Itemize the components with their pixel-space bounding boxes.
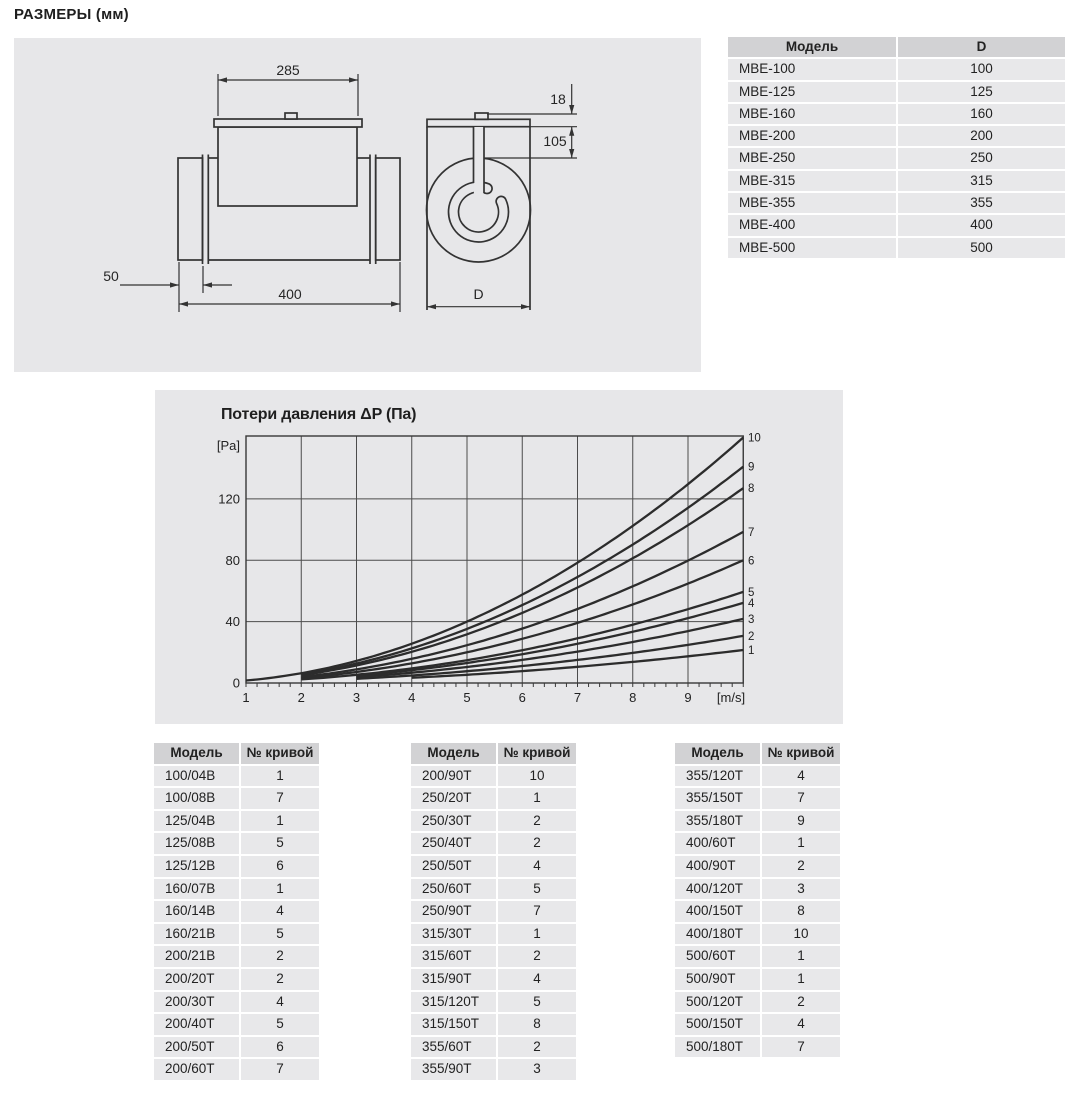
table-cell: 100/08B (154, 788, 239, 809)
table-row (675, 1014, 840, 1035)
table-cell: 160 (898, 104, 1065, 124)
table-cell: 4 (498, 856, 576, 877)
table-header-row (154, 743, 319, 764)
pressure-loss-chart (155, 390, 843, 724)
table-cell: 315/150T (411, 1014, 496, 1035)
table-row (411, 856, 576, 877)
dim-box-depth: 105 (543, 133, 567, 149)
table-cell: 7 (241, 1059, 319, 1080)
table-row (411, 1037, 576, 1058)
table-cell: 125 (898, 82, 1065, 102)
table-cell: 355/180T (675, 811, 760, 832)
table-cell: 2 (498, 833, 576, 854)
table-cell: 160/21B (154, 924, 239, 945)
x-tick-label: 5 (463, 690, 471, 705)
table-cell: 6 (241, 856, 319, 877)
column-header: № кривой (498, 743, 576, 764)
table-cell: 2 (498, 946, 576, 967)
table-cell: MBE-355 (728, 193, 896, 213)
table-row (675, 924, 840, 945)
table-row (154, 788, 319, 809)
side-view (103, 62, 400, 312)
table-row (728, 104, 1065, 124)
table-cell: 315/60T (411, 946, 496, 967)
technical-drawing (14, 38, 701, 372)
table-header-row (411, 743, 576, 764)
table-cell: 7 (241, 788, 319, 809)
y-tick-label: 120 (218, 491, 240, 507)
table-cell: 400/150T (675, 901, 760, 922)
table-header-row (675, 743, 840, 764)
table-cell: 2 (241, 969, 319, 990)
table-cell: 10 (762, 924, 840, 945)
table-cell: 160/14B (154, 901, 239, 922)
table-row (411, 879, 576, 900)
table-cell: 400/180T (675, 924, 760, 945)
curve-number-table-1 (152, 741, 321, 1082)
table-row (675, 856, 840, 877)
table-cell: 315/90T (411, 969, 496, 990)
left-spigot (178, 158, 203, 260)
table-row (154, 879, 319, 900)
curve-label-10: 10 (748, 432, 761, 445)
table-cell: 315 (898, 171, 1065, 191)
table-cell: MBE-160 (728, 104, 896, 124)
table-cell: 2 (498, 1037, 576, 1058)
y-axis-unit: [Pa] (216, 438, 240, 453)
table-cell: 250/50T (411, 856, 496, 877)
table-row (154, 992, 319, 1013)
column-header: Модель (411, 743, 496, 764)
pressure-curve-4 (357, 603, 744, 676)
table-cell: 250/40T (411, 833, 496, 854)
curve-table-1-wrap (152, 741, 321, 1082)
table-row (154, 1059, 319, 1080)
table-cell: MBE-500 (728, 238, 896, 258)
table-row (675, 788, 840, 809)
x-tick-label: 6 (518, 690, 526, 705)
table-cell: 400/60T (675, 833, 760, 854)
dim-diameter: D (473, 286, 484, 302)
y-tick-label: 0 (232, 675, 240, 691)
x-tick-label: 3 (352, 690, 361, 705)
column-header: Модель (728, 37, 896, 57)
table-cell: 1 (241, 879, 319, 900)
table-cell: 10 (498, 766, 576, 787)
table-cell: 355/90T (411, 1059, 496, 1080)
table-cell: 500/60T (675, 946, 760, 967)
table-cell: 1 (498, 788, 576, 809)
table-cell: 355 (898, 193, 1065, 213)
table-cell: 125/08B (154, 833, 239, 854)
curve-label-3: 3 (748, 613, 755, 626)
table-row (154, 924, 319, 945)
table-row (728, 148, 1065, 168)
table-cell: 315/30T (411, 924, 496, 945)
table-cell: 100 (898, 59, 1065, 79)
table-cell: 3 (498, 1059, 576, 1080)
table-cell: 500/90T (675, 969, 760, 990)
dimensions-drawing-panel (14, 38, 701, 372)
table-cell: 9 (762, 811, 840, 832)
table-cell: 7 (762, 788, 840, 809)
y-tick-label: 40 (225, 614, 240, 630)
table-cell: 1 (762, 833, 840, 854)
table-cell: 200/50T (154, 1037, 239, 1058)
box-lid (214, 119, 362, 127)
table-row (154, 1014, 319, 1035)
box-nub (285, 113, 297, 119)
table-row (411, 766, 576, 787)
pressure-loss-chart-panel (155, 390, 843, 724)
curve-label-9: 9 (748, 461, 755, 474)
table-cell: 2 (498, 811, 576, 832)
table-cell: 400/120T (675, 879, 760, 900)
x-tick-label: 7 (573, 690, 582, 705)
model-diameter-table (726, 35, 1067, 260)
column-header: № кривой (241, 743, 319, 764)
table-cell: 500 (898, 238, 1065, 258)
table-cell: 100/04B (154, 766, 239, 787)
table-cell: 1 (241, 766, 319, 787)
table-cell: 250/30T (411, 811, 496, 832)
table-row (728, 59, 1065, 79)
table-cell: 200/60T (154, 1059, 239, 1080)
table-row (411, 833, 576, 854)
table-cell: 5 (241, 833, 319, 854)
table-row (675, 1037, 840, 1058)
table-row (411, 788, 576, 809)
table-cell: 2 (241, 946, 319, 967)
table-cell: 250/20T (411, 788, 496, 809)
table-cell: 200 (898, 126, 1065, 146)
table-cell: 125/12B (154, 856, 239, 877)
table-cell: 4 (762, 1014, 840, 1035)
table-cell: 355/120T (675, 766, 760, 787)
table-row (675, 766, 840, 787)
page-title: РАЗМЕРЫ (мм) (14, 6, 129, 23)
table-cell: 1 (762, 946, 840, 967)
table-row (154, 811, 319, 832)
table-cell: 250 (898, 148, 1065, 168)
table-row (154, 833, 319, 854)
table-cell: 5 (241, 924, 319, 945)
table-cell: 200/30T (154, 992, 239, 1013)
table-header-row (728, 37, 1065, 57)
table-cell: 4 (241, 901, 319, 922)
table-row (675, 969, 840, 990)
curve-table-3-wrap (673, 741, 842, 1059)
curve-label-2: 2 (748, 630, 755, 643)
table-cell: 4 (762, 766, 840, 787)
table-row (728, 193, 1065, 213)
column-header: Модель (675, 743, 760, 764)
y-tick-label: 80 (225, 552, 240, 568)
table-row (154, 856, 319, 877)
table-cell: 4 (241, 992, 319, 1013)
table-cell: MBE-100 (728, 59, 896, 79)
table-cell: 200/90T (411, 766, 496, 787)
x-axis-unit: [m/s] (716, 690, 746, 705)
table-cell: 500/180T (675, 1037, 760, 1058)
table-row (154, 946, 319, 967)
table-row (728, 82, 1065, 102)
curve-label-4: 4 (748, 597, 755, 610)
table-cell: MBE-200 (728, 126, 896, 146)
column-header: D (898, 37, 1065, 57)
table-cell: 315/120T (411, 992, 496, 1013)
connection-box (218, 127, 357, 206)
table-cell: 355/60T (411, 1037, 496, 1058)
dim-box-width: 285 (276, 62, 300, 78)
column-header: № кривой (762, 743, 840, 764)
table-row (675, 811, 840, 832)
table-row (675, 901, 840, 922)
table-cell: 2 (762, 992, 840, 1013)
table-cell: 4 (498, 969, 576, 990)
table-row (411, 992, 576, 1013)
table-cell: 7 (498, 901, 576, 922)
table-row (411, 1014, 576, 1035)
table-row (728, 215, 1065, 235)
curve-table-2-wrap (409, 741, 578, 1082)
curve-label-1: 1 (748, 645, 755, 658)
table-cell: 5 (498, 879, 576, 900)
table-row (411, 901, 576, 922)
table-cell: MBE-315 (728, 171, 896, 191)
table-cell: 200/21B (154, 946, 239, 967)
table-cell: 200/40T (154, 1014, 239, 1035)
table-cell: 125/04B (154, 811, 239, 832)
front-nub (475, 113, 488, 119)
curve-number-table-3 (673, 741, 842, 1059)
x-tick-label: 2 (297, 690, 305, 705)
table-row (154, 1037, 319, 1058)
table-cell: 5 (498, 992, 576, 1013)
x-tick-label: 8 (629, 690, 637, 705)
table-cell: 400 (898, 215, 1065, 235)
table-row (411, 811, 576, 832)
pressure-curve-10 (246, 438, 743, 681)
table-row (154, 969, 319, 990)
right-spigot (376, 158, 400, 260)
dim-spigot-length: 50 (103, 268, 119, 284)
table-cell: 5 (241, 1014, 319, 1035)
table-cell: 160/07B (154, 879, 239, 900)
table-cell: 6 (241, 1037, 319, 1058)
table-cell: 500/150T (675, 1014, 760, 1035)
table-row (675, 879, 840, 900)
table-cell: 200/20T (154, 969, 239, 990)
model-diameter-table-wrap (726, 35, 1067, 260)
x-tick-label: 4 (408, 690, 416, 705)
x-tick-label: 1 (242, 690, 250, 705)
table-row (411, 1059, 576, 1080)
curve-number-table-2 (409, 741, 578, 1082)
x-tick-label: 9 (684, 690, 692, 705)
table-cell: 400/90T (675, 856, 760, 877)
table-cell: 1 (498, 924, 576, 945)
column-header: Модель (154, 743, 239, 764)
table-row (675, 833, 840, 854)
table-cell: MBE-400 (728, 215, 896, 235)
table-cell: 8 (498, 1014, 576, 1035)
table-cell: 1 (241, 811, 319, 832)
curve-label-7: 7 (748, 526, 755, 539)
table-cell: 8 (762, 901, 840, 922)
dim-lid-height: 18 (550, 91, 566, 107)
table-cell: 7 (762, 1037, 840, 1058)
table-cell: 250/60T (411, 879, 496, 900)
table-row (728, 171, 1065, 191)
table-row (154, 766, 319, 787)
table-cell: 3 (762, 879, 840, 900)
table-cell: 250/90T (411, 901, 496, 922)
table-row (675, 946, 840, 967)
dim-body-length: 400 (278, 286, 302, 302)
table-cell: 500/120T (675, 992, 760, 1013)
front-lid (427, 119, 530, 126)
table-row (728, 238, 1065, 258)
table-row (411, 969, 576, 990)
table-cell: 1 (762, 969, 840, 990)
table-row (411, 946, 576, 967)
front-view (427, 84, 578, 310)
table-row (154, 901, 319, 922)
table-cell: MBE-250 (728, 148, 896, 168)
table-row (675, 992, 840, 1013)
curve-label-6: 6 (748, 555, 755, 568)
table-cell: 2 (762, 856, 840, 877)
table-row (728, 126, 1065, 146)
curve-label-8: 8 (748, 483, 755, 496)
table-cell: 355/150T (675, 788, 760, 809)
chart-title: Потери давления ΔP (Па) (221, 406, 417, 423)
table-cell: MBE-125 (728, 82, 896, 102)
curve-label-5: 5 (748, 586, 755, 599)
table-row (411, 924, 576, 945)
